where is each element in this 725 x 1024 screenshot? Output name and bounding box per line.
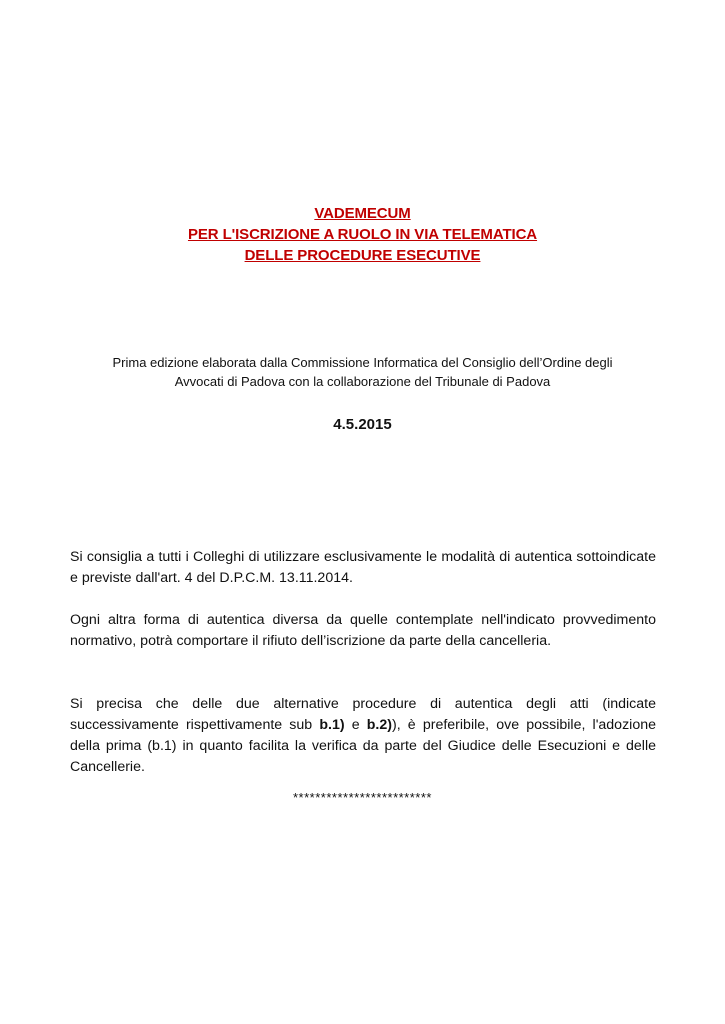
title-line-1: VADEMECUM (314, 205, 411, 222)
edition-note-line-1: Prima edizione elaborata dalla Commissione Informatica del Consiglio dell’Ordine degli (112, 355, 613, 370)
title-line-2: PER L'ISCRIZIONE A RUOLO IN VIA TELEMATICA (187, 226, 538, 243)
paragraph-warning: Ogni altra forma di autentica diversa da quelle contemplate nell'indicato provvedimento normativo, potrà comportare il rifiuto dell’iscrizione da parte della cancelleria. (70, 612, 656, 649)
paragraph-preference-text-3: ), è preferibile, ove possibile, l'adozione della prima (b.1) in quanto facilita la verifica da parte del Giudice delle Esecuzioni e delle Cancellerie. (70, 717, 656, 775)
edition-note-line-2: Avvocati di Padova con la collaborazione del Tribunale di Padova (174, 374, 551, 389)
edition-note (60, 353, 665, 391)
paragraph-preference-text-1: Si precisa che delle due alternative procedure di autentica degli atti (indicate successivamente rispettivamente sub (70, 696, 656, 733)
paragraph-recommendation: Si consiglia a tutti i Colleghi di utilizzare esclusivamente le modalità di autentica sottoindicate e previste dall'art. 4 del D.P.C.M. 13.11.2014. (70, 549, 656, 586)
paragraph-preference (70, 694, 656, 778)
option-b1-ref: b.1) (319, 717, 345, 733)
asterisk-separator: ************************* (293, 790, 432, 805)
document-date: 4.5.2015 (333, 416, 392, 433)
paragraph-preference-text-2: e (344, 717, 367, 733)
title-line-3: DELLE PROCEDURE ESECUTIVE (244, 247, 481, 264)
option-b2-ref: b.2) (366, 717, 392, 733)
document-title (0, 203, 725, 266)
